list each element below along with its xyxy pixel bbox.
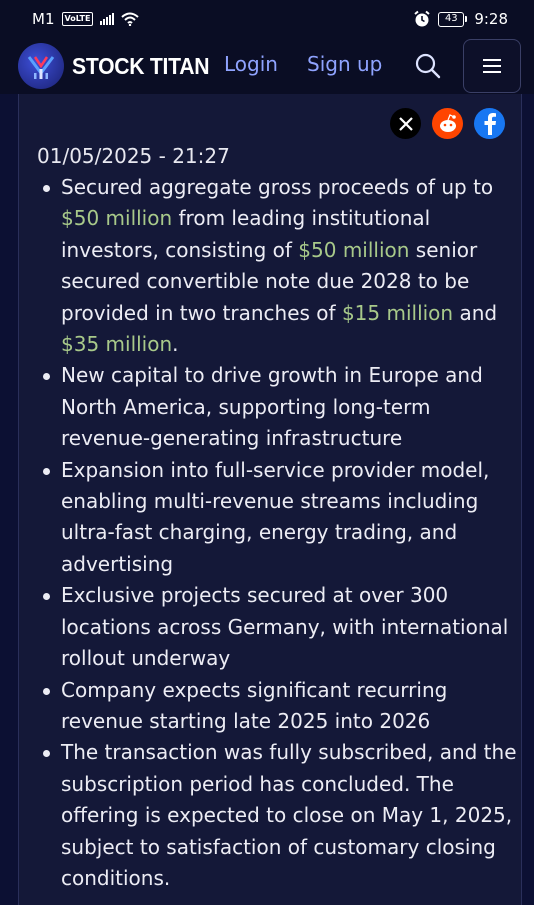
highlight-text: Company expects significant recurring revenue starting late 2025 into 2026 (61, 677, 448, 733)
facebook-icon[interactable] (474, 108, 505, 139)
highlight-text: Exclusive projects secured at over 300 locations across Germany, with international rollout underway (61, 583, 509, 671)
amount-highlight: $15 million (341, 300, 454, 325)
signup-link[interactable]: Sign up (307, 52, 383, 76)
status-bar (0, 0, 534, 38)
brand-name: STOCK TITAN (72, 52, 210, 79)
highlight-item (37, 580, 523, 674)
reddit-icon[interactable] (432, 108, 463, 139)
highlight-text: New capital to drive growth in Europe and North America, supporting long-term revenue-generating infrastructure (61, 363, 483, 451)
highlight-text: The transaction was fully subscribed, and the subscription period has concluded. The offering is expected to close on May 1, 2025, subject to satisfaction of customary closing conditions. (61, 740, 517, 890)
battery-level: 43 (438, 12, 464, 27)
brand-logo[interactable] (18, 43, 221, 89)
battery-icon (438, 12, 467, 27)
highlight-text: senior secured convertible note due 2028 to be provided in two tranches of (61, 237, 478, 325)
highlight-item (37, 360, 523, 454)
highlight-text: and (453, 300, 498, 325)
carrier-label: M1 (32, 10, 55, 28)
stock-titan-logo-icon (18, 43, 64, 89)
volte-badge: VoLTE (62, 12, 94, 26)
highlight-item (37, 455, 523, 581)
highlight-text: from leading institutional investors, consisting of (61, 206, 431, 262)
highlight-text: . (172, 332, 179, 357)
top-nav (0, 38, 534, 94)
article-card (18, 94, 522, 905)
amount-highlight: $35 million (61, 332, 173, 357)
highlight-item (37, 675, 523, 738)
login-link[interactable]: Login (224, 52, 278, 76)
alarm-icon (413, 10, 431, 28)
amount-highlight: $50 million (61, 206, 173, 231)
status-right (413, 10, 508, 28)
x-icon[interactable] (390, 108, 421, 139)
hamburger-menu-button[interactable] (463, 39, 521, 93)
search-icon[interactable] (414, 52, 442, 80)
highlight-item (37, 737, 523, 894)
amount-highlight: $50 million (298, 237, 410, 262)
signal-icon (100, 13, 114, 25)
highlight-item (37, 172, 523, 360)
share-buttons (390, 108, 505, 139)
status-left (32, 10, 139, 28)
wifi-icon (121, 12, 139, 26)
highlights-list (37, 172, 523, 894)
highlight-text: Secured aggregate gross proceeds of up to (61, 175, 494, 199)
clock: 9:28 (474, 10, 508, 28)
highlight-text: Expansion into full-service provider model, enabling multi-revenue streams including ultra-fast charging, energy trading, and advertising (61, 457, 490, 576)
article-datetime: 01/05/2025 - 21:27 (37, 144, 230, 168)
menu-icon (483, 59, 501, 73)
